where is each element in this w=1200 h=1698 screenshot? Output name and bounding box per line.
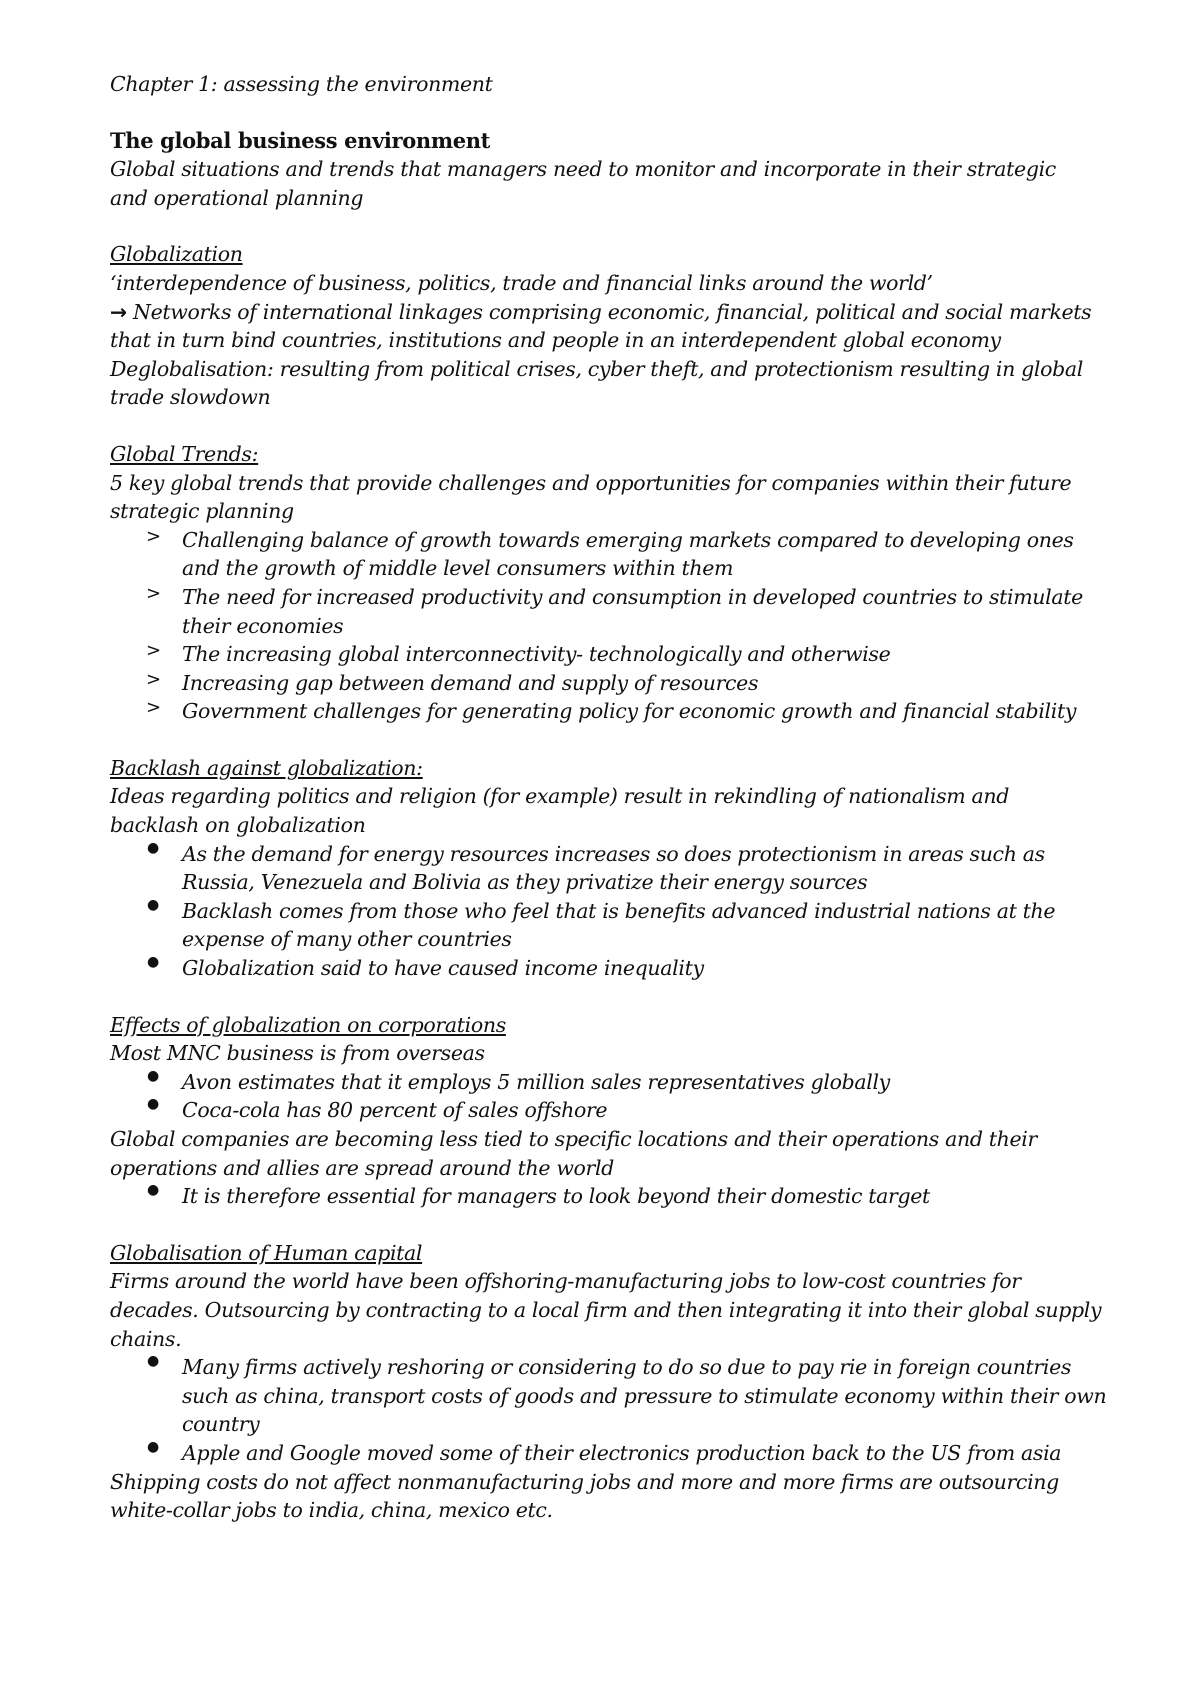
global-trends-intro: strategic planning	[110, 499, 294, 524]
list-item-text: Apple and Google moved some of their electronics production back to the US from asia	[182, 1440, 1062, 1465]
list-item	[110, 1096, 1110, 1125]
bullet-icon: ●	[147, 1067, 160, 1084]
bullet-icon: ●	[147, 954, 160, 971]
global-trends-intro: 5 key global trends that provide challenges and opportunities for companies within their future	[110, 470, 1072, 495]
bullet-icon: ●	[147, 1353, 160, 1370]
globalization-quote: ‘interdependence of business, politics, trade and financial links around the world’	[110, 270, 933, 295]
list-item	[110, 697, 1110, 726]
list-item-text: The increasing global interconnectivity- technologically and otherwise	[182, 642, 891, 667]
chapter-title: Chapter 1: assessing the environment	[110, 72, 493, 96]
list-item-text: such as china, transport costs of goods and pressure to stimulate economy within their own	[182, 1383, 1107, 1408]
effects-middle: operations and allies are spread around the world	[110, 1155, 614, 1180]
list-item-text: Russia, Venezuela and Bolivia as they privatize their energy sources	[182, 870, 868, 895]
human-capital-outro: white-collar jobs to india, china, mexico etc.	[110, 1498, 553, 1523]
list-item-text: Avon estimates that it employs 5 million sales representatives globally	[182, 1069, 890, 1094]
bullet-icon: ●	[147, 839, 160, 856]
chevron-right-icon: >	[146, 668, 162, 690]
list-item	[110, 1353, 1110, 1439]
section-heading-backlash: Backlash against globalization:	[110, 755, 423, 780]
list-item-text: Many firms actively reshoring or considering to do so due to pay rie in foreign countries	[182, 1355, 1072, 1380]
list-item-text: It is therefore essential for managers to look beyond their domestic target	[182, 1184, 930, 1209]
right-arrow-icon: →	[110, 299, 127, 324]
list-item	[110, 1182, 1110, 1211]
human-capital-outro: Shipping costs do not affect nonmanufacturing jobs and more and more firms are outsourcing	[110, 1469, 1059, 1494]
list-item	[110, 640, 1110, 669]
list-item-text: Increasing gap between demand and supply of resources	[182, 670, 759, 695]
list-item-text: As the demand for energy resources increases so does protectionism in areas such as	[182, 841, 1045, 866]
human-capital-intro: chains.	[110, 1326, 182, 1351]
global-trends-list	[110, 526, 1110, 726]
bullet-icon: ●	[147, 896, 160, 913]
section-heading-global-trends: Global Trends:	[110, 441, 259, 466]
chevron-right-icon: >	[146, 582, 162, 604]
effects-list	[110, 1068, 1110, 1125]
section-heading-human-capital: Globalisation of Human capital	[110, 1240, 423, 1265]
human-capital-intro: Firms around the world have been offshoring-manufacturing jobs to low-cost countries for	[110, 1269, 1021, 1294]
deglobalisation-text: Deglobalisation: resulting from political crises, cyber theft, and protectionism resulting in global	[110, 356, 1083, 381]
chevron-right-icon: >	[146, 525, 162, 547]
list-item-text: and the growth of middle level consumers within them	[182, 556, 734, 581]
list-item	[110, 669, 1110, 698]
deglobalisation-text: trade slowdown	[110, 385, 271, 410]
list-item	[110, 954, 1110, 983]
list-item	[110, 1068, 1110, 1097]
list-item-text: Globalization said to have caused income inequality	[182, 956, 704, 981]
intro-line: and operational planning	[110, 185, 364, 210]
arrow-line-text: Networks of international linkages comprising economic, financial, political and social markets	[126, 299, 1092, 324]
list-item	[110, 840, 1110, 897]
list-item-text: country	[182, 1412, 260, 1437]
effects-middle: Global companies are becoming less tied to specific locations and their operations and their	[110, 1127, 1037, 1151]
list-item	[110, 1439, 1110, 1468]
globalization-text: that in turn bind countries, institutions and people in an interdependent global economy	[110, 328, 1001, 353]
chevron-right-icon: >	[146, 640, 162, 662]
list-item	[110, 583, 1110, 640]
bullet-icon: ●	[147, 1096, 160, 1113]
list-item-text: their economies	[182, 613, 344, 638]
effects-intro: Most MNC business is from overseas	[110, 1041, 485, 1066]
backlash-intro: Ideas regarding politics and religion (for example) result in rekindling of nationalism and	[110, 784, 1010, 809]
list-item-text: expense of many other countries	[182, 927, 512, 952]
list-item-text: Backlash comes from those who feel that is benefits advanced industrial nations at the	[182, 898, 1056, 923]
list-item-text: Challenging balance of growth towards emerging markets compared to developing ones	[182, 527, 1074, 552]
backlash-intro: backlash on globalization	[110, 813, 366, 838]
list-item-text: The need for increased productivity and consumption in developed countries to stimulate	[182, 584, 1083, 609]
backlash-list	[110, 840, 1110, 983]
section-heading-effects: Effects of globalization on corporations	[110, 1012, 506, 1037]
intro-line: Global situations and trends that managers need to monitor and incorporate in their strategic	[110, 157, 1056, 182]
bullet-icon: ●	[147, 1182, 160, 1199]
bullet-icon: ●	[147, 1438, 160, 1455]
list-item	[110, 897, 1110, 954]
section-heading-globalization: Globalization	[110, 242, 243, 267]
chevron-right-icon: >	[146, 697, 162, 719]
main-heading: The global business environment	[110, 127, 490, 153]
human-capital-intro: decades. Outsourcing by contracting to a local firm and then integrating it into their global supply	[110, 1297, 1102, 1322]
list-item-text: Coca-cola has 80 percent of sales offshore	[182, 1098, 608, 1123]
globalization-arrow-line	[110, 298, 1110, 327]
document-content	[110, 70, 1110, 1525]
human-capital-list	[110, 1353, 1110, 1467]
effects-list-2	[110, 1182, 1110, 1211]
list-item	[110, 526, 1110, 583]
list-item-text: Government challenges for generating policy for economic growth and financial stability	[182, 699, 1077, 724]
